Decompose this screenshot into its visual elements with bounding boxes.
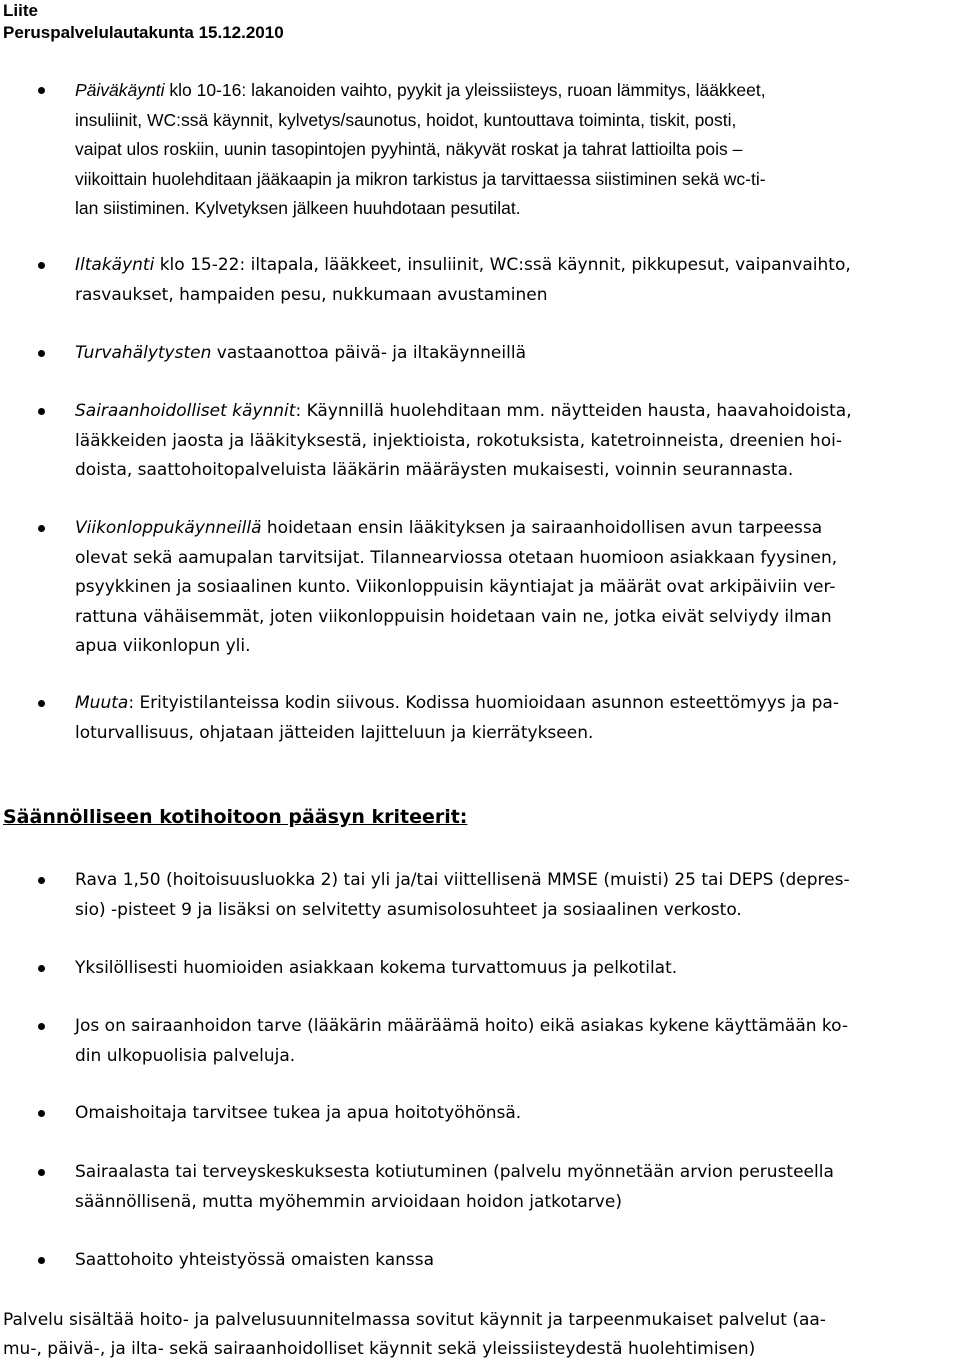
- criteria-item-text: [75, 866, 955, 925]
- bullet-icon: [38, 525, 45, 532]
- line: apua viikonlopun yli.: [75, 636, 251, 656]
- term: Viikonloppukäynneillä: [75, 518, 262, 538]
- line: Yksilöllisesti huomioiden asiakkaan kokema turvattomuus ja pelkotilat.: [75, 958, 678, 978]
- criteria-item-text: [75, 1158, 955, 1217]
- list-item-text: [75, 397, 955, 486]
- bullet-icon: [38, 965, 45, 972]
- line: sio) -pisteet 9 ja lisäksi on selvitetty asumisolosuhteet ja sosiaalinen verkosto.: [75, 899, 742, 920]
- line: doista, saattohoitopalveluista lääkärin määräysten mukaisesti, voinnin seurannasta.: [75, 460, 794, 480]
- line: hoidetaan ensin lääkityksen ja sairaanhoidollisen avun tarpeessa: [261, 518, 823, 538]
- line: psyykkinen ja sosiaalinen kunto. Viikonloppuisin käyntiajat ja määrät ovat arkipäiviin ver-: [75, 577, 836, 597]
- line: Omaishoitaja tarvitsee tukea ja apua hoitotyöhönsä.: [75, 1103, 522, 1123]
- criteria-item-text: [75, 954, 955, 984]
- line: loturvallisuus, ohjataan jätteiden lajitteluun ja kierrätykseen.: [75, 722, 594, 743]
- line: din ulkopuolisia palveluja.: [75, 1045, 296, 1066]
- line: : Käynnillä huolehditaan mm. näytteiden hausta, haavahoidoista,: [295, 401, 852, 421]
- list-item-text: [75, 76, 955, 224]
- bullet-icon: [38, 1257, 45, 1264]
- list-item-text: [75, 514, 955, 662]
- criteria-item-text: [75, 1246, 955, 1276]
- criteria-item-text: [75, 1099, 955, 1129]
- line: Sairaalasta tai terveyskeskuksesta kotiutuminen (palvelu myönnetään arvion perusteella: [75, 1162, 834, 1182]
- bullet-icon: [38, 350, 45, 357]
- term: Turvahälytysten: [75, 343, 212, 363]
- line: rasvaukset, hampaiden pesu, nukkumaan avustaminen: [75, 284, 548, 305]
- line: vaipat ulos roskiin, uunin tasopintojen pyyhintä, näkyvät roskat ja tahrat lattioilta pois –: [75, 139, 743, 159]
- header-attachment-label: Liite: [3, 1, 38, 20]
- line: lääkkeiden jaosta ja lääkityksestä, injektioista, rokotuksista, katetroinneista, dreenien hoi-: [75, 430, 842, 451]
- term: Muuta: [75, 693, 129, 713]
- bullet-icon: [38, 700, 45, 707]
- list-item-text: [75, 689, 955, 748]
- bullet-icon: [38, 1110, 45, 1117]
- term: Sairaanhoidolliset käynnit: [75, 401, 296, 421]
- line: olevat sekä aamupalan tarvitsijat. Tilannearviossa otetaan huomioon asiakkaan fyysinen,: [75, 547, 838, 568]
- line: Palvelu sisältää hoito- ja palvelusuunnitelmassa sovitut käynnit ja tarpeenmukaiset palvelut (aa-: [3, 1310, 826, 1330]
- criteria-item-text: [75, 1012, 955, 1071]
- bullet-icon: [38, 408, 45, 415]
- term: Päiväkäynti: [75, 80, 165, 100]
- line: säännöllisenä, mutta myöhemmin arvioidaan hoidon jatkotarve): [75, 1191, 622, 1212]
- line: mu-, päivä-, ja ilta- sekä sairaanhoidolliset käynnit sekä yleissiisteydestä huolehtimisen): [3, 1339, 756, 1359]
- bullet-icon: [38, 87, 45, 94]
- line: vastaanottoa päivä- ja iltakäynneillä: [211, 343, 526, 363]
- line: : Erityistilanteissa kodin siivous. Kodissa huomioidaan asunnon esteettömyys ja pa-: [128, 693, 839, 713]
- criteria-heading: Säännölliseen kotihoitoon pääsyn kriteerit:: [3, 806, 468, 828]
- line: viikoittain huolehditaan jääkaapin ja mikron tarkistus ja tarvittaessa siistiminen sekä wc-ti-: [75, 168, 766, 189]
- line: Rava 1,50 (hoitoisuusluokka 2) tai yli ja/tai viittellisenä MMSE (muisti) 25 tai DEPS (depres-: [75, 870, 850, 890]
- list-item-text: [75, 251, 955, 310]
- line: Jos on sairaanhoidon tarve (lääkärin määräämä hoito) eikä asiakas kykene käyttämään ko-: [75, 1016, 849, 1036]
- footer-paragraph: [3, 1306, 953, 1364]
- line: lan siistiminen. Kylvetyksen jälkeen huuhdotaan pesutilat.: [75, 198, 521, 218]
- bullet-icon: [38, 1023, 45, 1030]
- line: klo 15-22: iltapala, lääkkeet, insuliinit, WC:ssä käynnit, pikkupesut, vaipanvaihto,: [154, 255, 851, 275]
- line: Saattohoito yhteistyössä omaisten kanssa: [75, 1250, 435, 1270]
- list-item-text: [75, 339, 955, 369]
- header-committee-date: Peruspalvelulautakunta 15.12.2010: [3, 23, 284, 42]
- bullet-icon: [38, 877, 45, 884]
- line: rattuna vähäisemmät, joten viikonloppuisin hoidetaan vain ne, jotka eivät selviydy ilman: [75, 606, 832, 627]
- line: klo 10-16: lakanoiden vaihto, pyykit ja yleissiisteys, ruoan lämmitys, lääkkeet,: [164, 80, 766, 100]
- term: Iltakäynti: [75, 255, 155, 275]
- bullet-icon: [38, 262, 45, 269]
- line: insuliinit, WC:ssä käynnit, kylvetys/saunotus, hoidot, kuntouttava toiminta, tiskit, posti,: [75, 109, 737, 130]
- bullet-icon: [38, 1169, 45, 1176]
